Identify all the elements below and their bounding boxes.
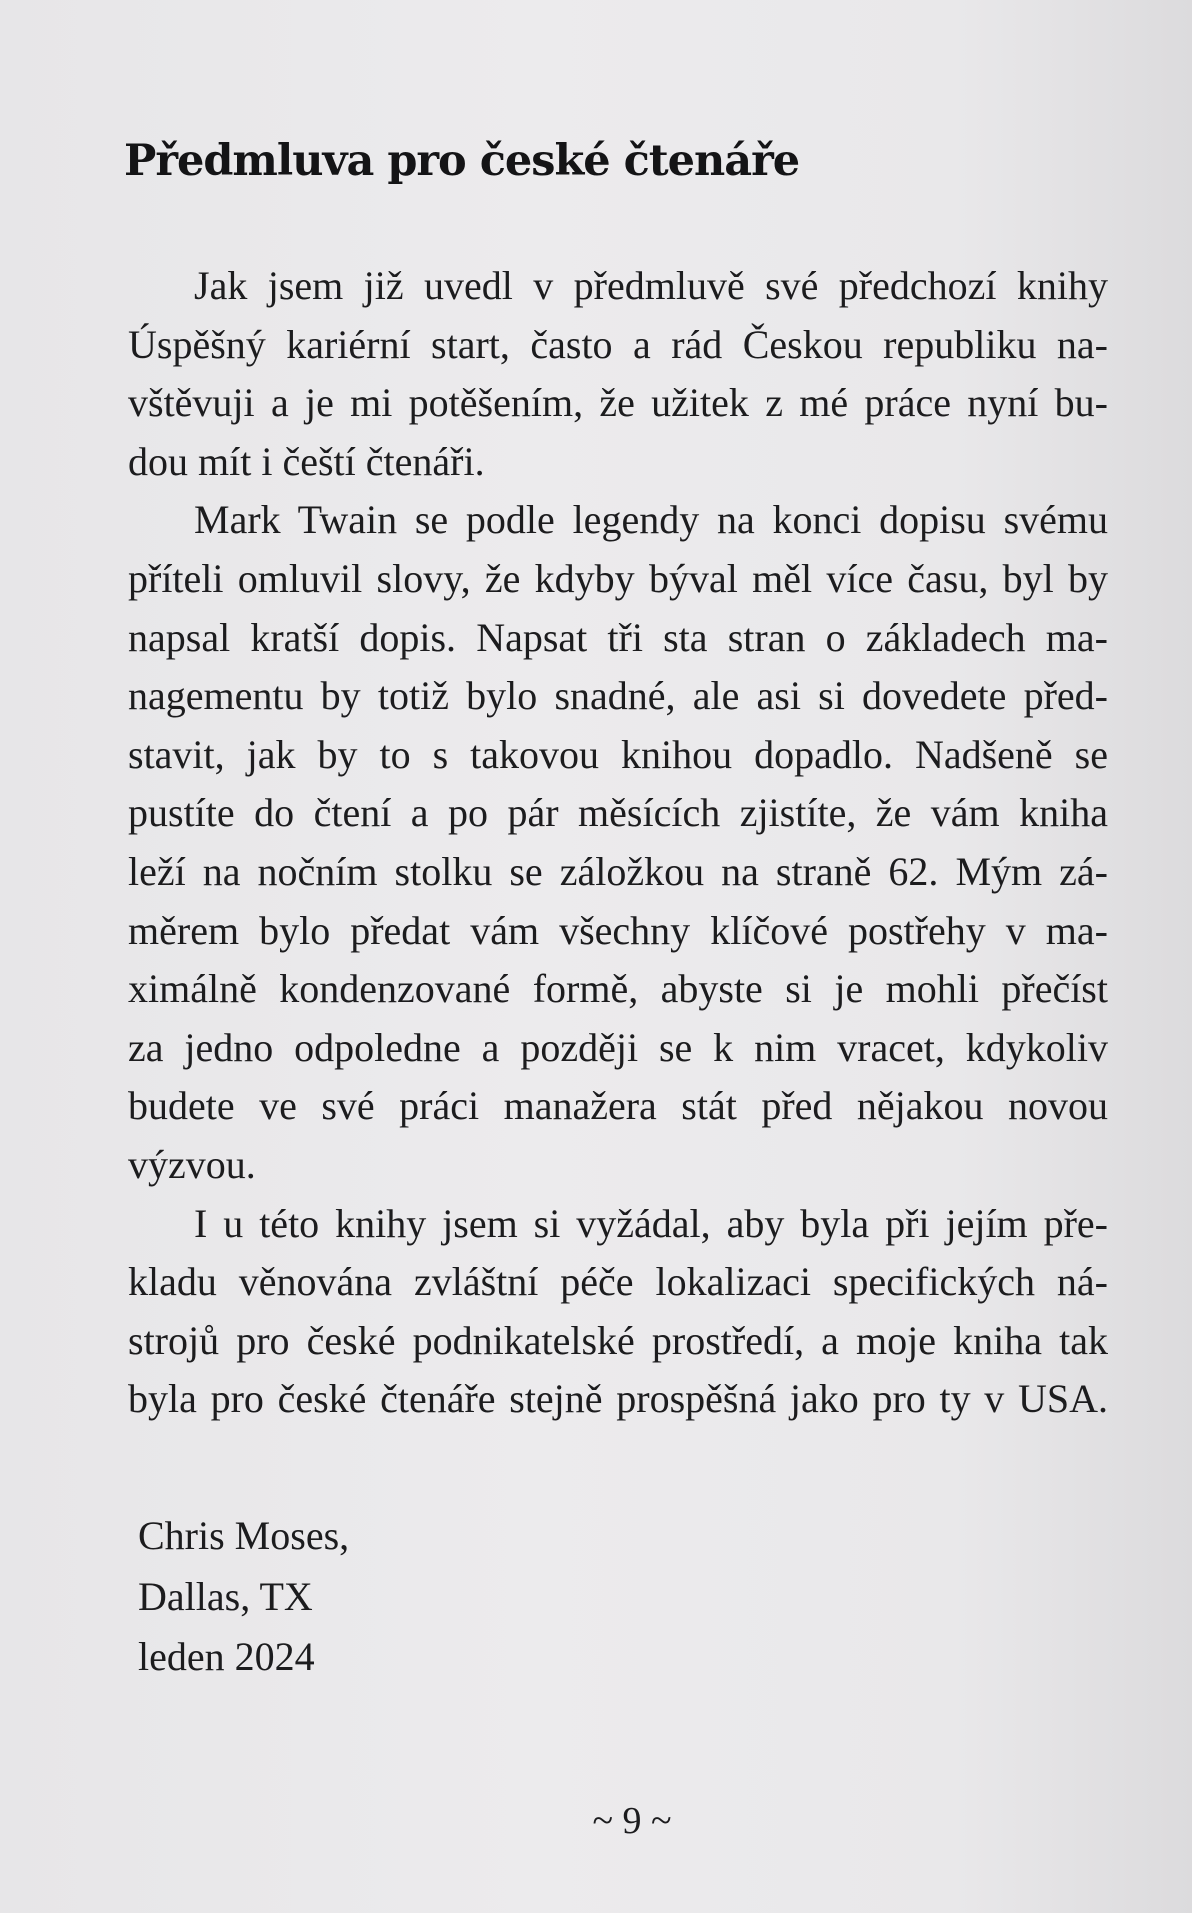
text-line: stavit, jak by to s takovou knihou dopadlo. Nadšeně se <box>128 731 1108 777</box>
author-name: Chris Moses, <box>138 1513 350 1558</box>
text-line: Úspěšný kariérní start, často a rád Českou republiku na- <box>128 321 1108 367</box>
text-line: kladu věnována zvláštní péče lokalizaci specifických ná- <box>128 1259 1108 1305</box>
text-line: Mark Twain se podle legendy na konci dopisu svému <box>194 497 1108 543</box>
text-line: příteli omluvil slovy, že kdyby býval měl více času, byl by <box>128 555 1108 601</box>
text-line: I u této knihy jsem si vyžádal, aby byla při jejím pře- <box>194 1200 1108 1246</box>
text-line: Jak jsem již uvedl v předmluvě své předchozí knihy <box>194 263 1108 308</box>
text-line: měrem bylo předat vám všechny klíčové postřehy v ma- <box>128 907 1108 953</box>
text-line: napsal kratší dopis. Napsat tři sta stran o základech ma- <box>128 614 1108 660</box>
page-number: ~ 9 ~ <box>592 1800 672 1842</box>
text-line: dou mít i čeští čtenáři. <box>128 438 485 484</box>
text-line: vštěvuji a je mi potěšením, že užitek z mé práce nyní bu- <box>128 380 1108 426</box>
page-title: Předmluva pro české čtenáře <box>124 136 800 186</box>
text-line: výzvou. <box>128 1141 256 1187</box>
text-line: leží na nočním stolku se záložkou na straně 62. Mým zá- <box>128 848 1108 894</box>
text-line: byla pro české čtenáře stejně prospěšná jako pro ty v USA. <box>128 1376 1108 1422</box>
text-line: strojů pro české podnikatelské prostředí, a moje kniha tak <box>128 1317 1108 1363</box>
text-line: budete ve své práci manažera stát před nějakou novou <box>128 1083 1108 1129</box>
text-line: za jedno odpoledne a později se k nim vracet, kdykoliv <box>128 1024 1108 1070</box>
text-line: ximálně kondenzované formě, abyste si je mohli přečíst <box>128 966 1108 1012</box>
author-place: Dallas, TX <box>138 1573 313 1619</box>
text-line: nagementu by totiž bylo snadné, ale asi si dovedete před- <box>128 673 1108 719</box>
signature-date: leden 2024 <box>138 1634 315 1679</box>
text-line: pustíte do čtení a po pár měsících zjistíte, že vám kniha <box>128 790 1108 836</box>
preface-body <box>128 257 1108 1429</box>
signature-block <box>138 1506 349 1688</box>
